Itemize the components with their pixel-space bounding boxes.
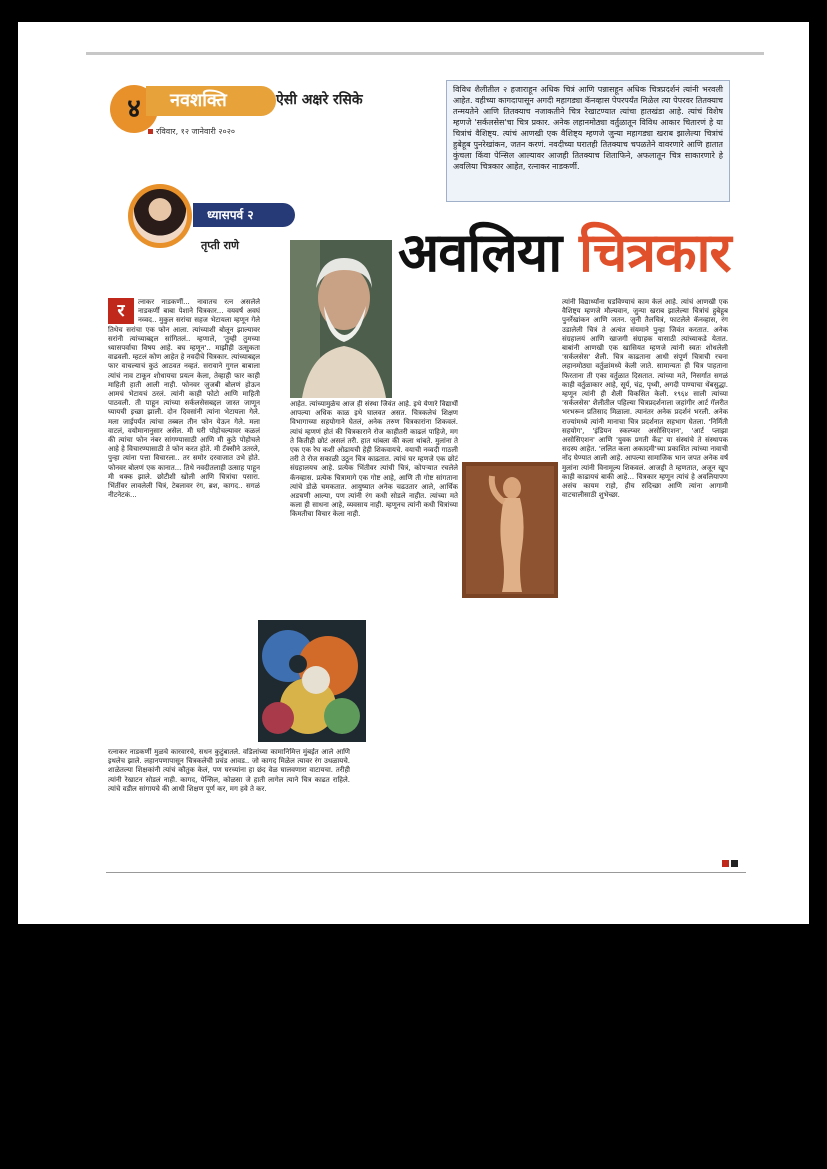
page-number-badge: ४ bbox=[110, 85, 158, 133]
date-text: रविवार, १२ जानेवारी २०२० bbox=[156, 127, 236, 136]
author-name: तृप्ती राणे bbox=[201, 239, 239, 252]
dropcap: र bbox=[108, 298, 134, 324]
article-paragraph-1: त्नाकर नाडकर्णी... नावातच रत्न असलेले नाडकर्णी बाबा पेशाने चित्रकार... वयवर्षं अवघं नव्वद.. मुकुल सरांचा सहज भेटायला म्हणून गेले तिथेच सरांचा एक फोन आला. त्यांच्याशी बोलून झाल्यावर सरांनी त्यांच्याबद्दल सांगितलं.. म्हणाले, 'तुम्ही तुमच्या ध्यासपर्वाचा विषय आहे. बघ म्हणून'.. माझीही उत्सुकता वाढवली. म्हटलं कोण आहेत हे नवदीचे चित्रकार. त्यांच्याबद्दल फार वाचल्याचं कुठं आठवत नव्हतं. सरावाने गुगल बाबाला त्यांचं नाव टाकून शोधायचा प्रयत्न केला, तेव्हाही फार काही माहिती हाती आली नाही. फोनवर जुजबी बोलणं होऊन आमचं भेटायचं ठरलं. त्यांनी काही फोटो आणि माहिती पाठवली. ती पाहून त्यांच्या सर्कलसेसबद्दल जास्त जाणून घ्यायची इच्छा झाली. दोन दिवसांनी त्यांना भेटायला गेले. मला जाईपर्यंत त्यांचा तब्बल तीन फोन येऊन गेले. मला वाटलं, वयोमानानुसार असेल. मी घरी पोहोचल्यावर कळलं की त्यांचा फोन नंबर सांगण्यासाठी आणि मी कुठे पोहोचले आहे हे विचारण्यासाठी ते फोन करत होते. मी टॅक्सीने उतरले, पुन्हा त्यांना पत्ता विचारला.. तर समोर दरवाजात उभे होते. फोनवर बोलणं एक कानात... तिथे नवदीतलाही उत्साह पाहून मी थक्क झाले. छोटीशी खोली आणि चित्रांचा पसारा. भिंतींवर लावलेली चित्रं, टेबलावर रंग, ब्रश, कागद.. सगळं नीटनेटकं... bbox=[108, 298, 260, 500]
end-marks bbox=[720, 852, 738, 871]
brand-name: नवशक्ति bbox=[146, 86, 276, 116]
article-column-1b: रत्नाकर नाडकर्णी मुळचे कारवारचे, सधन कुटुंबातले. वडिलांच्या कामानिमित्त मुंबईत आले आणि इथलेच झाले. लहानपणापासून चित्रकलेची प्रचंड आवड.. जो कागद मिळेल त्यावर रंग उधळायचे. शाळेतल्या शिक्षकांनी त्यांचं कौतुक केलं, पण घरच्यांना हा छंद वेळ घालवणारा वाटायचा. तरीही त्यांनी रेखाटन सोडलं नाही. कागद, पेन्सिल, कोळसा जे हाती लागेल त्याने चित्र काढत राहिले. त्यांचे वडील सांगायचे की आधी शिक्षण पूर्ण कर, मग हवे ते कर. bbox=[108, 748, 350, 793]
headline-word-2: चित्रकार bbox=[579, 221, 731, 284]
section-tagline: ऐसी अक्षरे रसिके bbox=[276, 92, 363, 108]
newspaper-page bbox=[18, 22, 809, 924]
column-name: ध्यासपर्व २ bbox=[193, 203, 295, 227]
author-photo bbox=[133, 189, 187, 243]
article-column-1a bbox=[108, 298, 260, 616]
headline bbox=[398, 220, 731, 286]
bottom-rule bbox=[106, 872, 746, 873]
end-mark-black-icon bbox=[731, 860, 738, 867]
summary-box: विविध शैलीतील २ हजाराहून अधिक चित्रं आणि पन्नासहून अधिक चित्रप्रदर्शनं त्यांनी भरवली आहेत. वहीच्या कागदापासून अगदी महागड्या कॅनव्हास पेपरपर्यंत मिळेल त्या पेपरवर तितक्याच तन्मयतेने आणि तितक्याच नजाकतीने चित्र रेखाटण्यात त्यांचा हातखंडा आहे. त्यांचं विशेष म्हणजे 'सर्कलसेस'चा चित्र प्रकार. अनेक लहानमोठ्या वर्तुळातून विविध आकार चितारणं हे या चित्रांचं वैशिष्ट्य. त्यांचं आणखी एक वैशिष्ट्य म्हणजे जुन्या महागड्या खराब झालेल्या चित्रांचं हुबेहूब पुनरेखांकन, जतन करणं. नवदीच्या घरातही तितक्याच चपळतेने वावरणारे आणि हातात कुंचला किंवा पेन्सिल आल्यावर आजही तितक्याच शिताफिने, अफलातून चित्र साकारणारे हे अवलिया चित्रकार आहेत, रत्नाकर नाडकर्णी. bbox=[446, 80, 730, 202]
article-column-2: आहेत. त्यांच्यामुळेच आज ही संस्था जिवंत आहे. इथे येणारे विद्यार्थी आपल्या अधिक काळ इथे घालवत असत. चित्रकलेचं शिक्षण विभागाच्या सहयोगाने घेतलं, अनेक तरुण चित्रकारांना शिकवलं. त्यांचं म्हणणं होतं की चित्रकाराने रोज काहीतरी काढलं पाहिजे, मग ते कितीही छोटं असलं तरी. हात थांबला की कला थांबते. मुलांना ते एक एक रेघ कशी ओढायची हेही शिकवायचे. वयाची नव्वदी गाठली तरी ते रोज सकाळी उठून चित्र काढतात. त्यांचं घर म्हणजे एक छोटं संग्रहालयच आहे. प्रत्येक भिंतीवर त्यांची चित्रं, कोपऱ्यात रचलेले कॅनव्हास. प्रत्येक चित्रामागे एक गोष्ट आहे, आणि ती गोष्ट सांगताना त्यांचे डोळे चमकतात. आयुष्यात अनेक चढउतार आले, आर्थिक अडचणी आल्या, पण त्यांनी रंग कधी सोडले नाहीत. त्यांच्या मते कला ही साधना आहे, व्यवसाय नाही. म्हणूनच त्यांनी कधी चित्रांच्या किमतीचा विचार केला नाही. bbox=[290, 400, 458, 519]
dateline bbox=[148, 126, 235, 137]
top-rule bbox=[86, 52, 764, 55]
date-marker-icon bbox=[148, 129, 153, 134]
figure-painting-image bbox=[462, 462, 558, 598]
headline-word-1: अवलिया bbox=[398, 221, 562, 284]
artist-portrait-photo bbox=[290, 240, 392, 398]
end-mark-red-icon bbox=[722, 860, 729, 867]
article-column-3: त्यांनी विद्यार्थ्यांना घडविण्याचं काम केलं आहे. त्यांचं आणखी एक वैशिष्ट्य म्हणजे मौल्यवान, जुन्या खराब झालेल्या चित्रांचं हुबेहूब पुनर्रेखांकन आणि जतन. जुनी तैलचित्रं, फाटलेले कॅनव्हास, रंग उडालेली चित्रं ते अत्यंत संयमाने पुन्हा जिवंत करतात. अनेक संग्रहालयं आणि खाजगी संग्राहक यासाठी त्यांच्याकडे येतात. बाबांनी आणखी एक खासियत म्हणजे त्यांनी स्वतः शोधलेली 'सर्कलसेस' शैली. चित्र काढताना आधी संपूर्ण चित्राची रचना लहानमोठ्या वर्तुळांमध्ये केली जाते. सामान्यतः ही चित्र पाहताना फिरताना ती एका वर्तुळात दिसतात. त्यांच्या मते, निसर्गात सगळं काही वर्तुळाकार आहे, सूर्य, चंद्र, पृथ्वी, अगदी पाण्याचा थेंबसुद्धा. म्हणून त्यांनी ही शैली विकसित केली. १९६४ साली त्यांच्या 'सर्कलसेस' शैलीतील पहिल्या चित्रप्रदर्शनाला जहांगीर आर्ट गॅलरीत भरभरून प्रतिसाद मिळाला. त्यानंतर अनेक प्रदर्शनं भरली. अनेक राज्यांमध्ये त्यांनी मानाचा चित्र प्रदर्शनात सहभाग घेतला. 'निर्मिती सहयोग', 'इंडियन स्कल्प्चर असोसिएशन', 'आर्ट प्लाझा असोसिएशन' आणि 'युवक प्रगती केंद्र' या संस्थांचे ते संस्थापक सदस्य आहेत. 'ललित कला अकादमी'च्या प्रकाशित त्यांच्या नावाची नोंद घेण्यात आली आहे. आपल्या सामाजिक भान जपत अनेक वर्षं मुलांना त्यांनी विनामूल्य शिकवलं. आजही ते म्हणतात, अजून खूप काही काढायचं बाकी आहे... चित्रकार म्हणून त्यांचं हे अवलियापण असंच कायम राहो, हीच सदिच्छा आणि त्यांना आगामी वाटचालीसाठी शुभेच्छा. bbox=[562, 298, 728, 500]
